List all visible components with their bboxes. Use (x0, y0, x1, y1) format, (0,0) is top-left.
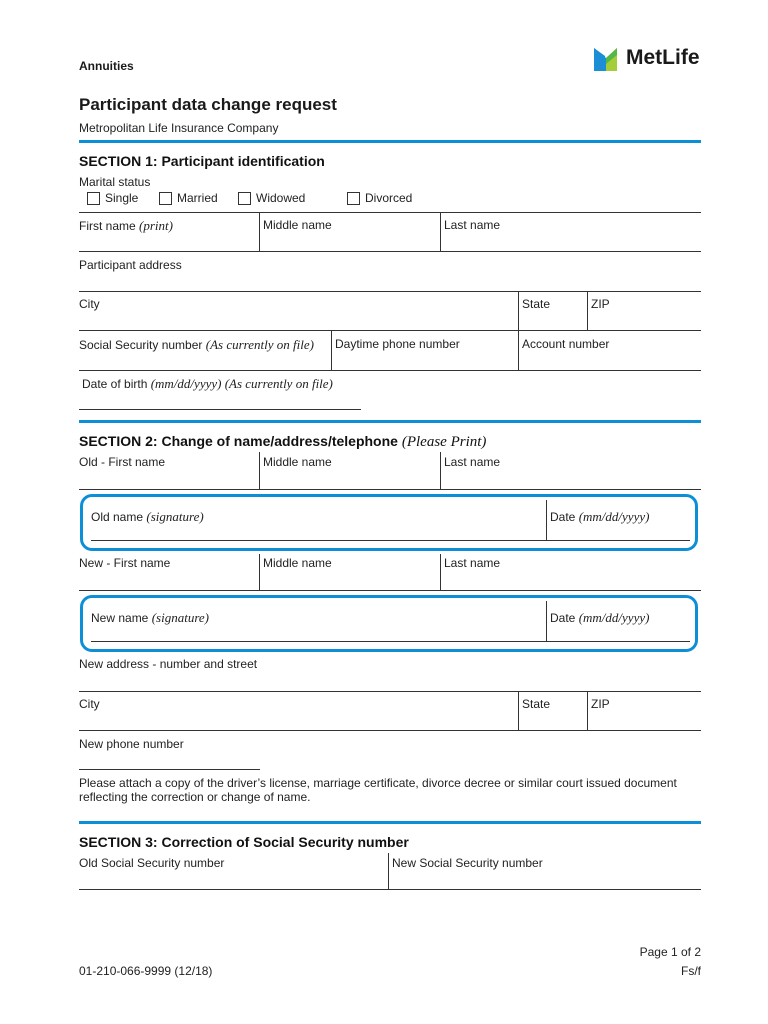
divider (518, 292, 519, 330)
section-2-title-note: (Please Print) (401, 434, 487, 450)
divider (440, 213, 441, 251)
new-phone-field[interactable]: New phone number (79, 737, 184, 751)
form-code: Fs/f (681, 964, 701, 978)
option-single: Single (105, 191, 139, 205)
daytime-phone-field[interactable]: Daytime phone number (335, 337, 460, 351)
divider (518, 331, 519, 370)
ssn-field[interactable] (79, 337, 314, 353)
old-signature-box (80, 494, 698, 551)
old-first-name-field[interactable]: Old - First name (79, 455, 166, 469)
option-widowed: Widowed (256, 191, 306, 205)
form-title: Participant data change request (79, 95, 337, 114)
rule (79, 330, 701, 331)
date-note: (mm/dd/yyyy) (578, 610, 650, 625)
rule (79, 251, 701, 252)
checkbox-divorced[interactable] (347, 192, 360, 205)
rule (79, 212, 701, 213)
divider (388, 853, 389, 889)
rule (79, 291, 701, 292)
rule (79, 691, 701, 692)
first-name-field[interactable] (79, 218, 173, 234)
new-name-label: New name (91, 611, 149, 625)
old-middle-name-field[interactable]: Middle name (263, 455, 332, 469)
rule (91, 540, 690, 541)
option-married: Married (177, 191, 218, 205)
new-name-signature-field[interactable] (91, 610, 209, 626)
divider (518, 692, 519, 730)
new-city-field[interactable]: City (79, 697, 100, 711)
divider (331, 331, 332, 370)
rule (91, 641, 690, 642)
new-first-name-field[interactable]: New - First name (79, 556, 171, 570)
section-2-title (79, 433, 486, 451)
divider (259, 554, 260, 590)
dob-field[interactable] (82, 376, 333, 392)
last-name-field[interactable]: Last name (444, 218, 501, 232)
rule (79, 370, 701, 371)
city-field[interactable]: City (79, 297, 100, 311)
metlife-logo (594, 44, 704, 72)
new-signature-date-field[interactable] (550, 610, 649, 626)
new-last-name-field[interactable]: Last name (444, 556, 501, 570)
divider (546, 601, 547, 642)
section-2-title-text: SECTION 2: Change of name/address/telephone (79, 433, 398, 449)
form-number: 01-210-066-9999 (12/18) (79, 964, 213, 978)
new-signature-box (80, 595, 698, 652)
date-label: Date (550, 510, 576, 524)
first-name-label: First name (79, 219, 136, 233)
ssn-label: Social Security number (79, 338, 203, 352)
new-ssn-field[interactable]: New Social Security number (392, 856, 543, 870)
new-state-field[interactable]: State (522, 697, 551, 711)
old-signature-date-field[interactable] (550, 509, 649, 525)
signature-note: (signature) (146, 509, 204, 524)
new-address-field[interactable]: New address - number and street (79, 657, 258, 671)
old-name-label: Old name (91, 510, 144, 524)
divider (587, 692, 588, 730)
dob-label: Date of birth (82, 377, 148, 391)
company-name: Metropolitan Life Insurance Company (79, 121, 279, 135)
old-name-signature-field[interactable] (91, 509, 204, 525)
divider (259, 213, 260, 251)
rule (79, 730, 701, 731)
marital-status-label: Marital status (79, 175, 151, 189)
participant-address-field[interactable]: Participant address (79, 258, 182, 272)
option-divorced: Divorced (365, 191, 413, 205)
old-ssn-field[interactable]: Old Social Security number (79, 856, 225, 870)
new-zip-field[interactable]: ZIP (591, 697, 610, 711)
divider-1 (79, 140, 701, 143)
attachment-notice: Please attach a copy of the driver’s license, marriage certificate, divorce decree or similar court issued document reflecting the correction or change of name. (79, 776, 677, 804)
divider-3 (79, 821, 701, 824)
date-note: (mm/dd/yyyy) (578, 509, 650, 524)
rule (79, 409, 361, 410)
checkbox-single[interactable] (87, 192, 100, 205)
rule (79, 889, 701, 890)
rule (79, 769, 260, 770)
signature-note: (signature) (151, 610, 209, 625)
zip-field[interactable]: ZIP (591, 297, 610, 311)
date-label: Date (550, 611, 576, 625)
state-field[interactable]: State (522, 297, 551, 311)
section-3-title: SECTION 3: Correction of Social Security number (79, 834, 409, 850)
checkbox-married[interactable] (159, 192, 172, 205)
ssn-note: (As currently on file) (205, 337, 314, 352)
brand-name: MetLife (626, 46, 700, 69)
divider (546, 500, 547, 541)
divider (440, 554, 441, 590)
account-number-field[interactable]: Account number (522, 337, 610, 351)
new-middle-name-field[interactable]: Middle name (263, 556, 332, 570)
first-name-note: (print) (139, 218, 173, 233)
divider (259, 452, 260, 489)
rule (79, 489, 701, 490)
rule (79, 590, 701, 591)
divider-2 (79, 420, 701, 423)
divider (587, 292, 588, 330)
checkbox-widowed[interactable] (238, 192, 251, 205)
divider (440, 452, 441, 489)
metlife-logo-icon (594, 44, 620, 71)
old-last-name-field[interactable]: Last name (444, 455, 501, 469)
category-label: Annuities (79, 59, 134, 73)
middle-name-field[interactable]: Middle name (263, 218, 332, 232)
dob-note: (mm/dd/yyyy) (As currently on file) (150, 376, 333, 391)
section-1-title: SECTION 1: Participant identification (79, 153, 325, 169)
page-number: Page 1 of 2 (639, 945, 701, 959)
